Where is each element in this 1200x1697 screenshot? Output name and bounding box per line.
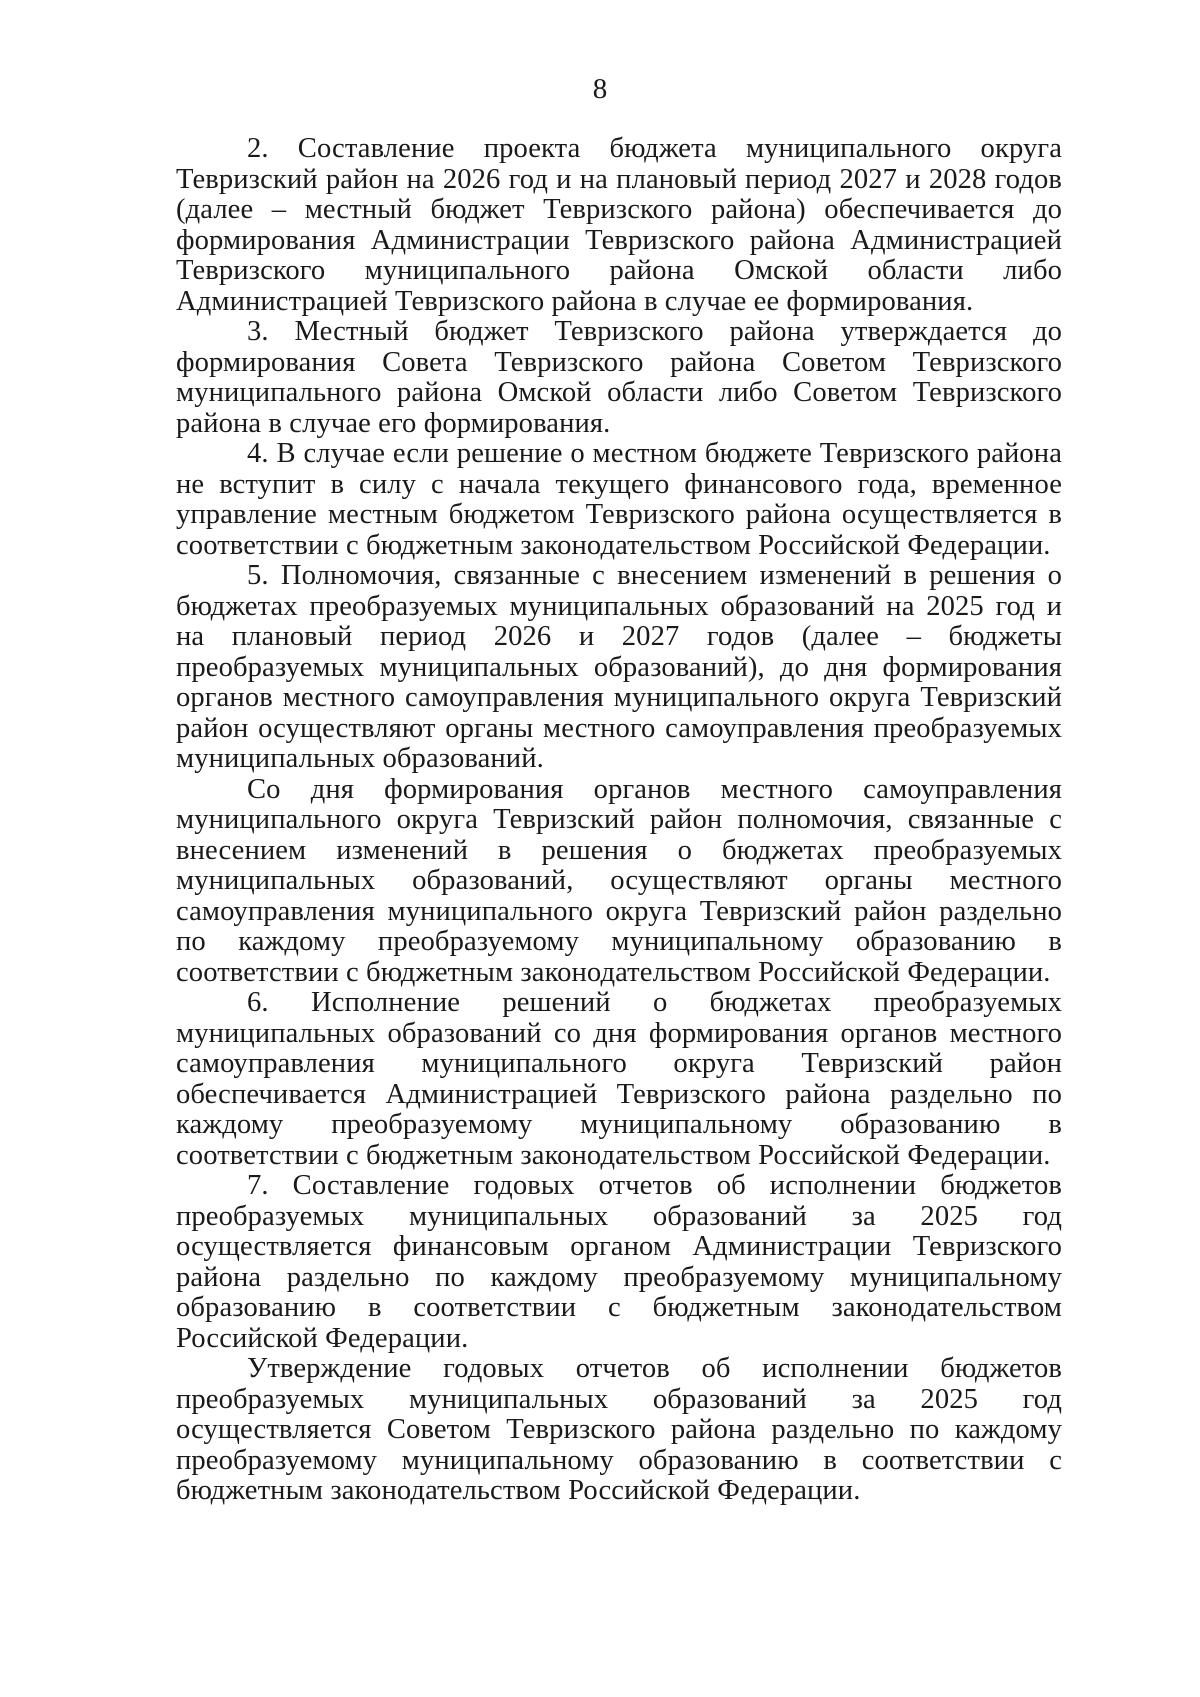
paragraph-4: 4. В случае если решение о местном бюджете Тевризского района не вступит в силу с начала текущего финансового года, временное управление местным бюджетом Тевризского района осуществляется в соответствии с бюджетным законодательством Российской Федерации. xyxy=(176,438,1062,561)
paragraph-6: 6. Исполнение решений о бюджетах преобразуемых муниципальных образований со дня формирования органов местного самоуправления муниципального округа Тевризский район обеспечивается Администрацией Тевризского района раздельно по каждому преобразуемому муниципальному образованию в соответствии с бюджетным законодательством Российской Федерации. xyxy=(176,987,1062,1171)
paragraph-3: 3. Местный бюджет Тевризского района утверждается до формирования Совета Тевризского района Советом Тевризского муниципального района Омской области либо Советом Тевризского района в случае его формирования. xyxy=(176,316,1062,439)
paragraph-7: 7. Составление годовых отчетов об исполнении бюджетов преобразуемых муниципальных образований за 2025 год осуществляется финансовым органом Администрации Тевризского района раздельно по каждому преобразуемому муниципальному образованию в соответствии с бюджетным законодательством Российской Федерации. xyxy=(176,1170,1062,1354)
paragraph-2: 2. Составление проекта бюджета муниципального округа Тевризский район на 2026 год и на плановый период 2027 и 2028 годов (далее – местный бюджет Тевризского района) обеспечивается до формирования Администрации Тевризского района Администрацией Тевризского муниципального района Омской области либо Администрацией Тевризского района в случае ее формирования. xyxy=(176,133,1062,317)
document-body xyxy=(176,134,1062,1507)
paragraph-5-continuation: Со дня формирования органов местного самоуправления муниципального округа Тевризский район полномочия, связанные с внесением изменений в решения о бюджетах преобразуемых муниципальных образований, осуществляют органы местного самоуправления муниципального округа Тевризский район раздельно по каждому преобразуемому муниципальному образованию в соответствии с бюджетным законодательством Российской Федерации. xyxy=(176,773,1062,988)
paragraph-7-continuation: Утверждение годовых отчетов об исполнении бюджетов преобразуемых муниципальных образований за 2025 год осуществляется Советом Тевризского района раздельно по каждому преобразуемому муниципальному образованию в соответствии с бюджетным законодательством Российской Федерации. xyxy=(176,1353,1062,1506)
paragraph-5: 5. Полномочия, связанные с внесением изменений в решения о бюджетах преобразуемых муниципальных образований на 2025 год и на плановый период 2026 и 2027 годов (далее – бюджеты преобразуемых муниципальных образований), до дня формирования органов местного самоуправления муниципального округа Тевризский район осуществляют органы местного самоуправления преобразуемых муниципальных образований. xyxy=(176,560,1062,774)
page-number: 8 xyxy=(592,73,608,105)
